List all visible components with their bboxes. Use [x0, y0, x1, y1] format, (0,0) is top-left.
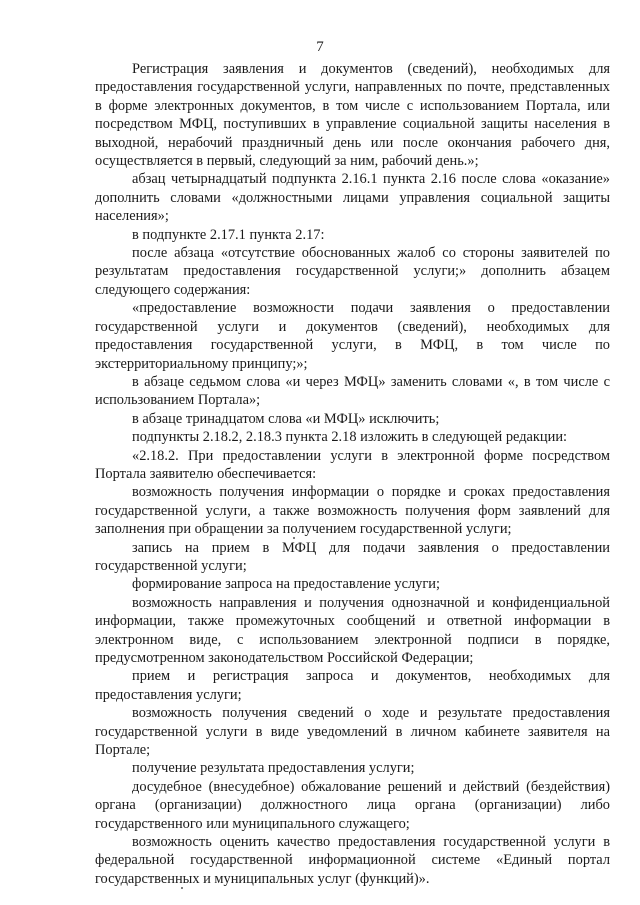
paragraph: прием и регистрация запроса и документов, необходимых для предоставления услуги;	[95, 668, 610, 703]
paragraph: «2.18.2. При предоставлении услуги в электронной форме посредством Портала заявителю обеспечивается:	[95, 447, 610, 482]
paragraph: формирование запроса на предоставление услуги;	[132, 576, 440, 593]
paragraph: в абзаце тринадцатом слова «и МФЦ» исключить;	[132, 410, 440, 427]
scan-speck	[293, 537, 295, 539]
paragraph: абзац четырнадцатый подпункта 2.16.1 пункта 2.16 после слова «оказание» дополнить словами «должностными лицами управления социальной защиты населения»;	[95, 171, 610, 225]
paragraph: подпункты 2.18.2, 2.18.3 пункта 2.18 изложить в следующей редакции:	[132, 429, 568, 446]
paragraph: Регистрация заявления и документов (сведений), необходимых для предоставления государственной услуги, направленных по почте, представленных в форме электронных документов, в том числе с использованием Портала, или посредством МФЦ, поступивших в управление социальной защиты населения в выходной, нерабочий праздничный день или после окончания рабочего дня, осуществляется в первый, следующий за ним, рабочий день.»;	[95, 61, 610, 170]
document-body	[95, 60, 610, 888]
page-number: 7	[316, 39, 324, 55]
paragraph: досудебное (внесудебное) обжалование решений и действий (бездействия) органа (организации) должностного лица органа (организации) либо государственного или муниципального служащего;	[95, 778, 610, 832]
paragraph: запись на прием в МФЦ для подачи заявления о предоставлении государственной услуги;	[95, 539, 610, 574]
paragraph: после абзаца «отсутствие обоснованных жалоб со стороны заявителей по результатам предоставления государственной услуги;» дополнить абзацем следующего содержания:	[95, 245, 610, 298]
paragraph: «предоставление возможности подачи заявления о предоставлении государственной услуги и документов (сведений), необходимых для предоставления государственной услуги, в МФЦ, в том числе по экстерриториальному принципу;»;	[95, 300, 610, 372]
paragraph: возможность оценить качество предоставления государственной услуги в федеральной государственной информационной системе «Единый портал государственных и муниципальных услуг (функций)».	[95, 834, 610, 887]
paragraph: в подпункте 2.17.1 пункта 2.17:	[132, 226, 325, 243]
paragraph: получение результата предоставления услуги;	[132, 760, 415, 777]
paragraph: возможность получения информации о порядке и сроках предоставления государственной услуги, а также возможность получения форм заявлений для заполнения при обращении за получением государственной услуги;	[95, 484, 610, 538]
paragraph: в абзаце седьмом слова «и через МФЦ» заменить словами «, в том числе с использованием Портала»;	[95, 373, 610, 409]
paragraph: возможность получения сведений о ходе и результате предоставления государственной услуги в виде уведомлений в личном кабинете заявителя на Портале;	[95, 705, 610, 759]
scan-speck	[181, 887, 183, 889]
paragraph: возможность направления и получения однозначной и конфиденциальной информации, также промежуточных сообщений и ответной информации в электронном виде, с использованием электронной подписи в порядке, предусмотренном законодательством Российской Федерации;	[95, 594, 610, 666]
